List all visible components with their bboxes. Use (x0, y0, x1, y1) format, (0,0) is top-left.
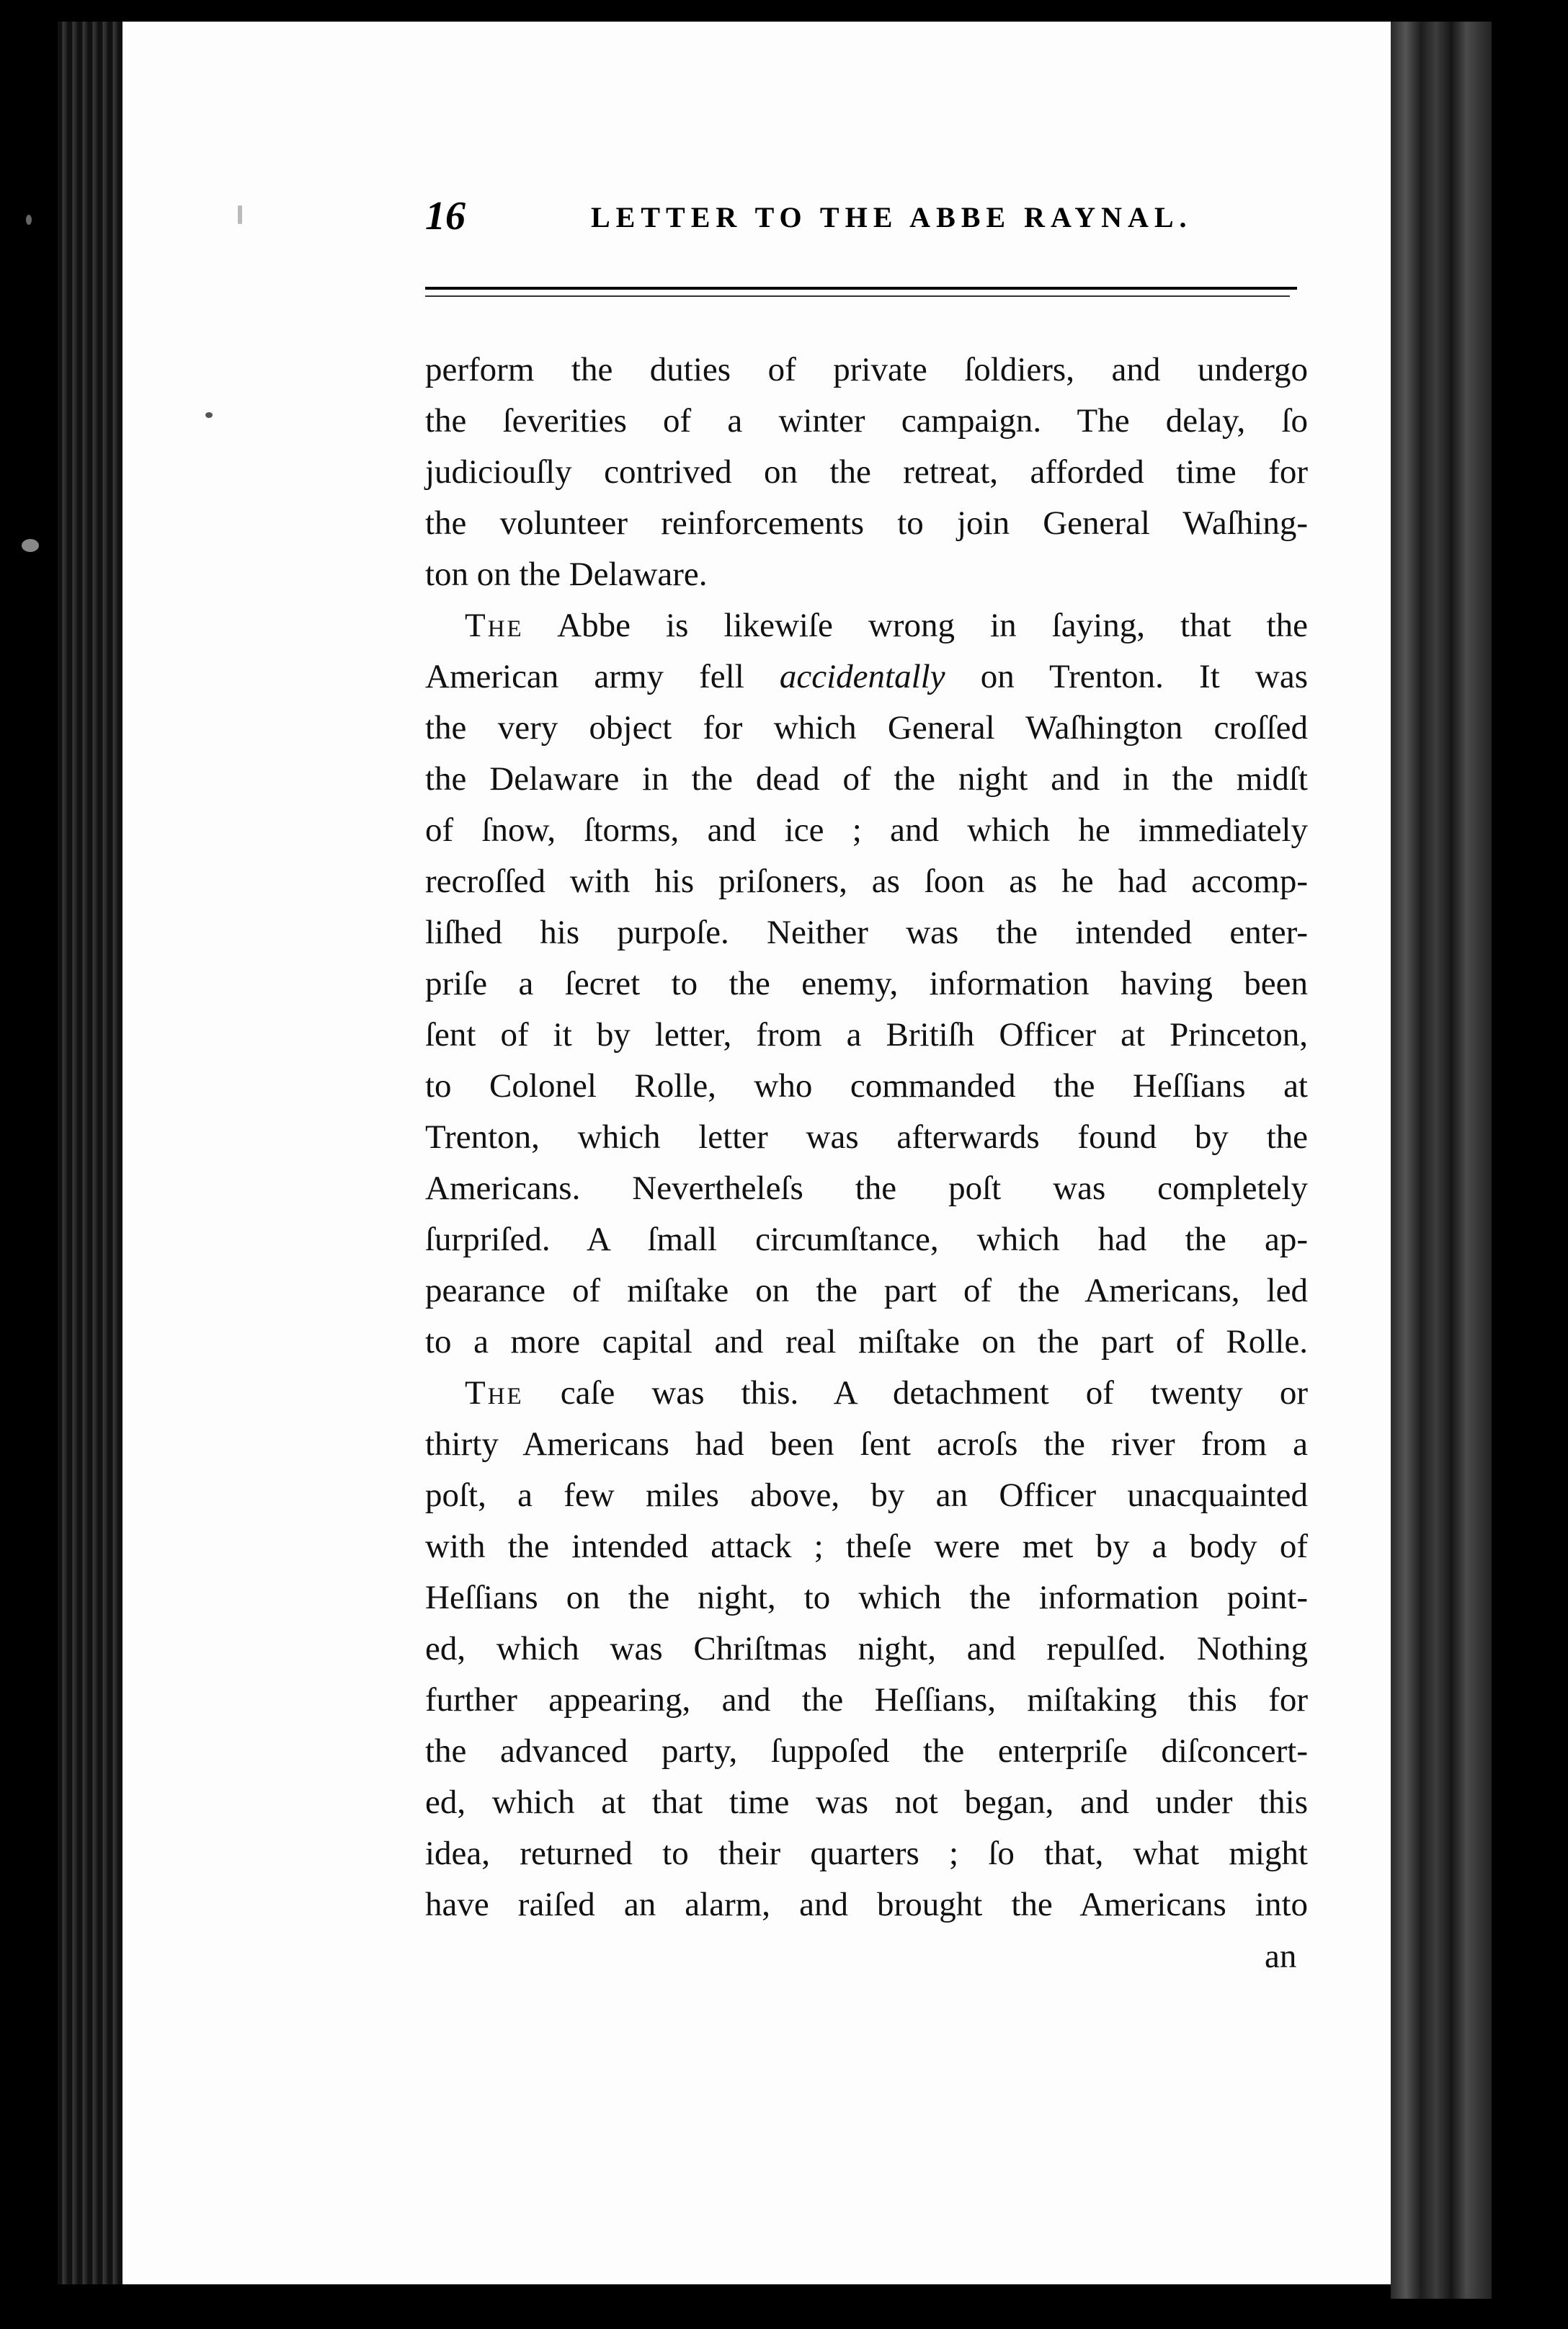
text-line (425, 1675, 1308, 1726)
text-line (425, 1777, 1308, 1828)
header-rule-thin (425, 295, 1290, 297)
text-segment: ton on the Delaware. (425, 556, 708, 593)
text-segment: American army fell (425, 658, 780, 695)
text-line (425, 1061, 1308, 1112)
running-head-title: LETTER TO THE ABBE RAYNAL. (591, 201, 1193, 233)
stray-mark (238, 205, 242, 224)
emphasis-word: accidentally (779, 658, 945, 695)
text-line (425, 856, 1308, 907)
text-line (425, 651, 1308, 703)
text-line (425, 958, 1308, 1010)
text-line (425, 396, 1308, 447)
text-line (425, 1419, 1308, 1470)
stray-mark (22, 539, 39, 552)
text-segment: further appearing, and the Heſſians, miſtaking this for (425, 1681, 1308, 1719)
text-segment: ed, which at that time was not began, and under this (425, 1784, 1308, 1821)
text-line (425, 1368, 1308, 1419)
text-segment: judiciouſly contrived on the retreat, afforded time for (425, 453, 1308, 491)
text-segment: the Delaware in the dead of the night and in the midſt (425, 760, 1308, 798)
text-segment: perform the duties of private ſoldiers, and undergo (425, 351, 1308, 388)
text-line (425, 1214, 1308, 1265)
text-line (425, 498, 1308, 549)
scan-background-left (0, 0, 58, 2329)
text-segment: to a more capital and real miſtake on the part of Rolle. (425, 1323, 1308, 1361)
text-line (425, 907, 1308, 958)
text-segment: poſt, a few miles above, by an Officer unacquainted (425, 1477, 1308, 1514)
text-segment: pearance of miſtake on the part of the Americans, led (425, 1272, 1308, 1309)
text-segment: of ſnow, ſtorms, and ice ; and which he immediately (425, 811, 1308, 849)
text-line (425, 1726, 1308, 1777)
text-segment: Abbe is likewiſe wrong in ſaying, that the (523, 607, 1308, 644)
text-segment: with the intended attack ; theſe were met by a body of (425, 1528, 1308, 1565)
text-segment: ſurpriſed. A ſmall circumſtance, which had the ap- (425, 1221, 1308, 1258)
text-line (425, 549, 1308, 600)
text-line (425, 1879, 1308, 1931)
page-number: 16 (425, 194, 466, 239)
text-segment: to Colonel Rolle, who commanded the Heſſians at (425, 1067, 1308, 1105)
text-segment: Trenton, which letter was afterwards found by the (425, 1118, 1308, 1156)
text-line (425, 1572, 1308, 1624)
text-line (425, 1317, 1308, 1368)
text-segment: recroſſed with his priſoners, as ſoon as he had accomp- (425, 863, 1308, 900)
body-text (425, 344, 1308, 1931)
text-segment: on Trenton. It was (945, 658, 1308, 695)
text-segment: Americans. Neverthelеſs the poſt was completely (425, 1170, 1308, 1207)
text-segment: liſhed his purpoſe. Neither was the intended enter- (425, 914, 1308, 951)
book-page-edges-left (58, 22, 122, 2284)
text-segment: idea, returned to their quarters ; ſo that, what might (425, 1835, 1308, 1872)
text-line (425, 1163, 1308, 1214)
text-segment: the volunteer reinforcements to join General Waſhing- (425, 504, 1308, 542)
text-segment: caſe was this. A detachment of twenty or (523, 1374, 1308, 1412)
text-segment: ed, which was Chriſtmas night, and repulſed. Nothing (425, 1630, 1308, 1667)
text-line (425, 754, 1308, 805)
text-segment: the advanced party, ſuppoſed the enterpriſe diſconcert- (425, 1732, 1308, 1770)
header-rule (425, 287, 1297, 290)
text-line (425, 600, 1308, 651)
book-page-edges-right (1391, 22, 1492, 2299)
text-line (425, 703, 1308, 754)
text-segment: have raiſed an alarm, and brought the Americans into (425, 1886, 1308, 1923)
catchword: an (1265, 1938, 1297, 1975)
text-segment: the ſeverities of a winter campaign. The delay, ſo (425, 402, 1308, 440)
text-line (425, 1112, 1308, 1163)
stray-mark (26, 215, 32, 225)
paragraph-lead-word: The (465, 1374, 524, 1412)
text-line (425, 344, 1308, 396)
text-segment: the very object for which General Waſhington croſſed (425, 709, 1308, 747)
text-line (425, 1624, 1308, 1675)
stray-mark (205, 412, 213, 418)
text-line (425, 1265, 1308, 1317)
text-line (425, 447, 1308, 498)
paragraph-lead-word: The (465, 607, 524, 644)
text-segment: Heſſians on the night, to which the information point- (425, 1579, 1308, 1616)
text-segment: ſent of it by letter, from a Britiſh Officer at Princeton, (425, 1016, 1308, 1054)
text-line (425, 1470, 1308, 1521)
text-line (425, 805, 1308, 856)
text-segment: priſe a ſecret to the enemy, information having been (425, 965, 1308, 1002)
running-head (425, 193, 1304, 244)
text-line (425, 1521, 1308, 1572)
text-segment: thirty Americans had been ſent acroſs the river from a (425, 1425, 1308, 1463)
text-line (425, 1828, 1308, 1879)
text-line (425, 1010, 1308, 1061)
scan-background-right (1492, 0, 1568, 2329)
